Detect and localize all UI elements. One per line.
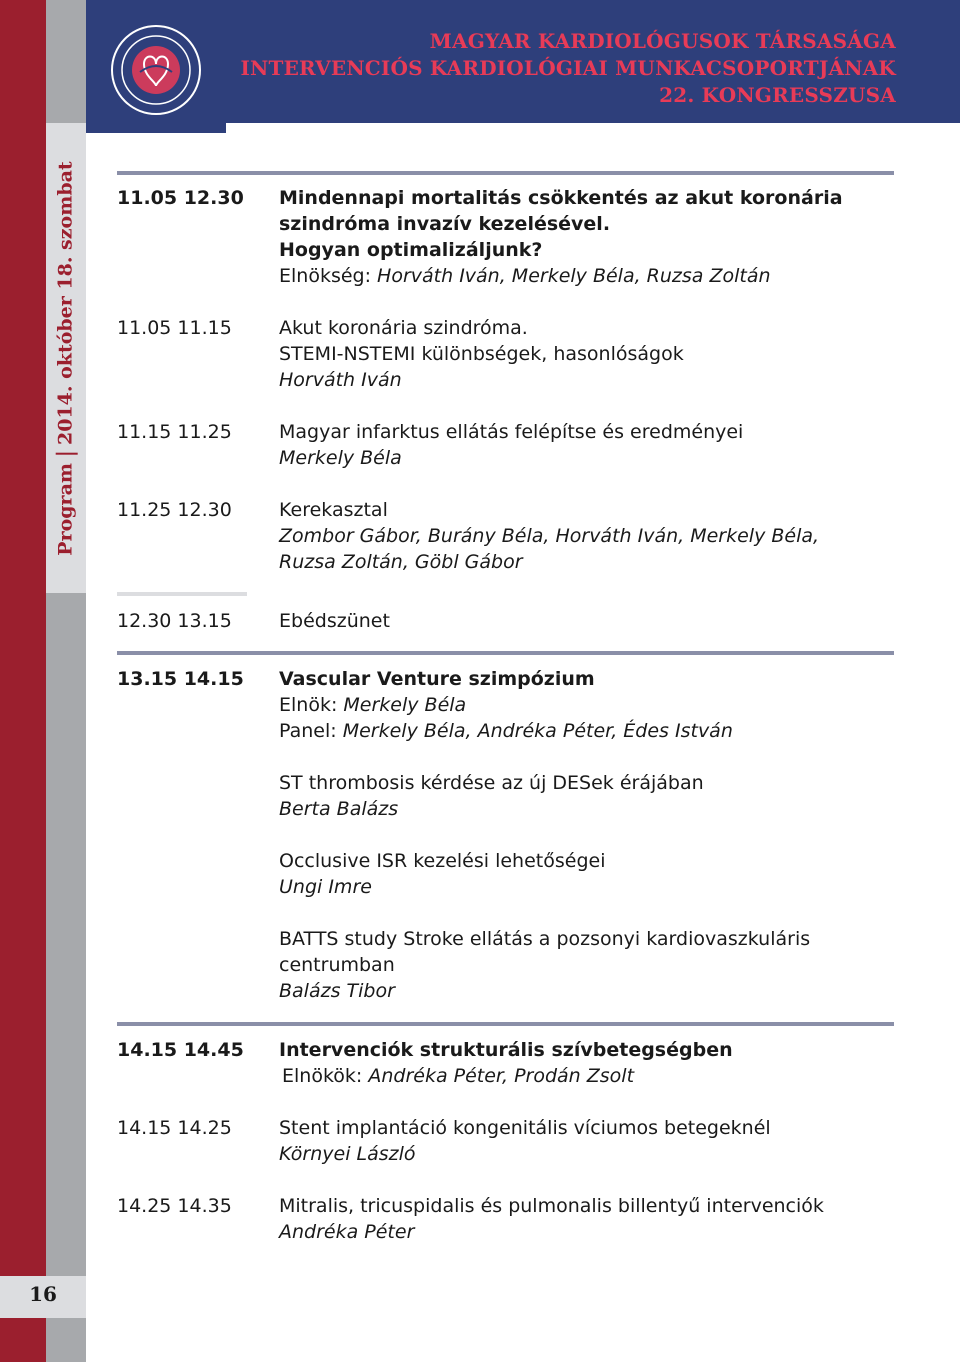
talk-title: Magyar infarktus ellátás felépítse és eredményei xyxy=(279,421,744,443)
talk-speaker: Zombor Gábor, Burány Béla, Horváth Iván, Merkely Béla, xyxy=(279,525,820,547)
chairs-label: Elnökség: xyxy=(279,265,378,287)
talk-speaker: Ruzsa Zoltán, Göbl Gábor xyxy=(279,551,523,573)
talk-time: 11.05 11.15 xyxy=(117,317,232,339)
header-line-2: INTERVENCIÓS KARDIOLÓGIAI MUNKACSOPORTJÁNAK xyxy=(240,56,896,80)
talk-time: 14.25 14.35 xyxy=(117,1195,232,1217)
break-time: 12.30 13.15 xyxy=(117,610,232,632)
talk-title: Akut koronária szindróma. xyxy=(279,317,528,339)
short-rule xyxy=(117,592,247,596)
section-rule xyxy=(117,651,894,655)
session-time: 14.15 14.45 xyxy=(117,1039,244,1061)
talk-speaker: Horváth Iván xyxy=(279,369,402,391)
header-line-1: MAGYAR KARDIOLÓGUSOK TÁRSASÁGA xyxy=(429,29,896,53)
panel-names: Merkely Béla, Andréka Péter, Édes István xyxy=(342,720,733,742)
talk-title: BATTS study Stroke ellátás a pozsonyi kardiovaszkuláris xyxy=(279,928,811,950)
label-date: 2014. október 18. szombat xyxy=(54,160,77,445)
chairs-names: Horváth Iván, Merkely Béla, Ruzsa Zoltán xyxy=(377,265,771,287)
header-line-3: 22. KONGRESSZUSA xyxy=(659,83,896,107)
left-red-band xyxy=(0,0,46,1362)
session-title: Mindennapi mortalitás csökkentés az akut koronária xyxy=(279,187,843,209)
talk-speaker: Balázs Tibor xyxy=(279,980,395,1002)
vertical-section-label xyxy=(46,123,86,593)
talk-speaker: Merkely Béla xyxy=(279,447,402,469)
break-title: Ebédszünet xyxy=(279,610,390,632)
panel-label: Panel: xyxy=(279,720,343,742)
session-time: 11.05 12.30 xyxy=(117,187,244,209)
session-title: Vascular Venture szimpózium xyxy=(279,668,595,690)
talk-speaker: Környei László xyxy=(279,1143,416,1165)
section-rule xyxy=(117,1022,894,1026)
session-title: Hogyan optimalizáljunk? xyxy=(279,239,543,261)
talk-speaker: Berta Balázs xyxy=(279,798,399,820)
talk-time: 11.25 12.30 xyxy=(117,499,232,521)
session-title: szindróma invazív kezelésével. xyxy=(279,213,611,235)
talk-time: 14.15 14.25 xyxy=(117,1117,232,1139)
talk-title: STEMI-NSTEMI különbségek, hasonlóságok xyxy=(279,343,684,365)
page-number: 16 xyxy=(29,1282,57,1306)
talk-title: centrumban xyxy=(279,954,395,976)
talk-title: ST thrombosis kérdése az új DESek érájában xyxy=(279,772,704,794)
session-time: 13.15 14.15 xyxy=(117,668,244,690)
header-tab xyxy=(86,123,226,133)
talk-time: 11.15 11.25 xyxy=(117,421,232,443)
congress-title xyxy=(240,28,896,109)
section-rule xyxy=(117,171,894,175)
chairs-label: Elnökök: xyxy=(282,1065,369,1087)
talk-title: Mitralis, tricuspidalis és pulmonalis billentyű intervenciók xyxy=(279,1195,824,1217)
session-title: Intervenciók strukturális szívbetegségben xyxy=(279,1039,733,1061)
talk-speaker: Ungi Imre xyxy=(279,876,372,898)
label-program: Program xyxy=(54,462,77,556)
chair-names: Merkely Béla xyxy=(343,694,467,716)
talk-speaker: Andréka Péter xyxy=(279,1221,415,1243)
talk-title: Kerekasztal xyxy=(279,499,388,521)
society-logo-icon xyxy=(110,24,202,116)
chairs-names: Andréka Péter, Prodán Zsolt xyxy=(368,1065,635,1087)
chair-label: Elnök: xyxy=(279,694,344,716)
talk-title: Stent implantáció kongenitális víciumos betegeknél xyxy=(279,1117,771,1139)
label-separator xyxy=(56,453,78,455)
talk-title: Occlusive ISR kezelési lehetőségei xyxy=(279,850,606,872)
